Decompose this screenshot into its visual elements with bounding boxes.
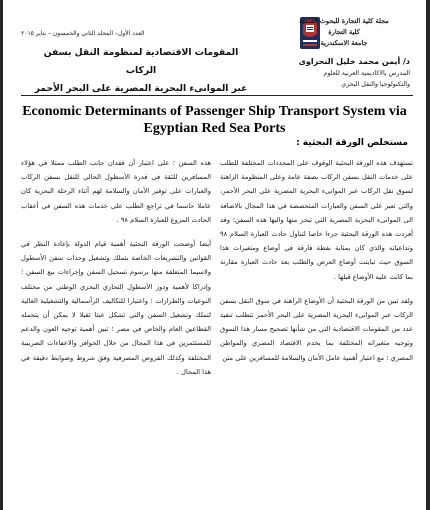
- author-affiliation-line-1: المدرس بالاكاديمية العربية للعلوم: [323, 70, 410, 77]
- text-column-right: [220, 156, 413, 375]
- header-divider: [21, 95, 413, 96]
- issue-info: العدد الأول– المجلد الثاني والخمسون – يناير ٢٠١٥: [21, 30, 145, 37]
- arabic-title-line-1: المقومات الاقتصادية لمنظومة النقل بسفن الركاب: [43, 47, 239, 76]
- paragraph: تستهدف هذه الورقة البحثية الوقوف على المحددات المختلفة للطلب على خدمات النقل بسفن الركاب بصفة عامة وعلى المنظومة الراهنة لسوق نقل الركاب عبر الموانىء البحرية المصرية على البحر الأحمر، والتي تعبر على السفن والعبارات المتخصصة في هذا المجال بالاضافة الى الموانىء البحرية المصرية التي تبحر منها واليها هذه السفن؛ وقد أفردت هذه الورقة البحثية جزءا خاصا لتناول حادث العبارة السلام ٩٨ وتداعياته والذي كان بمثابة نقطة فارقة في أوضاع ومتغيرات هذا السوق حيث تباينت أوضاع العرض والطلب بعد حادث العبارة مقارنة بما كانت عليه الأوضاع قبلها .: [220, 159, 413, 281]
- institution-faculty: كلية التجارة: [328, 28, 360, 36]
- english-title: Economic Determinants of Passenger Ship Transport System via Egyptian Red Sea Ports: [22, 104, 407, 136]
- text-column-left: [21, 156, 211, 389]
- paragraph: ولقد تبين من الورقة البحثية أن الأوضاع الراهنة في سوق النقل بسفن الركاب عبر الموانىء البحرية المصرية على البحر الأحمر تتطلب تنفيذ عدد من المقومات الاقتصادية التي من شأنها تصحيح مسار هذا السوق وتوجيه متغيراته المختلفة بما يخدم الاقتصاد المصري والمواطن المصري ؛ مع اعتبار أهمية عامل الأمان والسلامة للمسافرين على متن: [220, 296, 413, 362]
- section-heading: مستخلص الورقة البحثية :: [296, 138, 408, 148]
- author-name: د/ أيمن محمد خليل النحراوى: [298, 57, 410, 66]
- institution-journal: مجلة كلية التجارة للبحوث العلمية: [299, 17, 389, 25]
- paragraph: هذه السفن ؛ على اعتبار أن فقدان جانب الطلب ممثلا في هؤلاء المسافرين للثقة في قدرة الأسطول الحالي للنقل بسفن الركاب والعبارات على توفير الأمان والسلامة لهم أثناء الرحلة البحرية كان عاملا حاسما في تراجع الطلب على خدمات هذه السفن في أعقاب الحادث المروع للعبارة السلام ٩٨ .: [21, 159, 211, 224]
- institution-block: [284, 16, 404, 49]
- author-block: [250, 55, 410, 90]
- author-affiliation-line-2: والتكنولوجيا والنقل البحري: [341, 81, 410, 88]
- page-header: [3, 0, 426, 92]
- arabic-title: [31, 44, 251, 98]
- arabic-title-line-2: عبر الموانىء البحرية المصرية على البحر الأحمر: [34, 83, 248, 94]
- institution-university: جامعة الاسكندرية: [320, 39, 368, 47]
- paragraph: أيضا أوضحت الورقة البحثية أهمية قيام الدولة بإعادة النظر في القوانين والتشريعات الخاصة بتملك وتشغيل وحدات سفن الأسطول ولاسيما المتعلقة منها برسوم تسجيل السفن وإجراءات بيع السفن ؛ وإدراكا لأهمية ودور الأسطول التجاري البحري الوطني من مختلف النوعيات والطرازات ؛ واعتبارا للتكاليف الرأسمالية والتشغيلية العالية لتملك وتشغيل السفن والتي تشكل عبئا ثقيلا لا يمكن أن يتحمله القطاعين العام والخاص في مصر ؛ تبين أهمية توجيه العون والدعم للمستثمرين في هذا المجال من خلال الحوافز والاعفاءات الضريبية المختلفة وكذلك القروض المصرفية وفق شروط وضوابط دقيقة في هذا المجال .: [21, 240, 211, 376]
- journal-page: [3, 0, 426, 510]
